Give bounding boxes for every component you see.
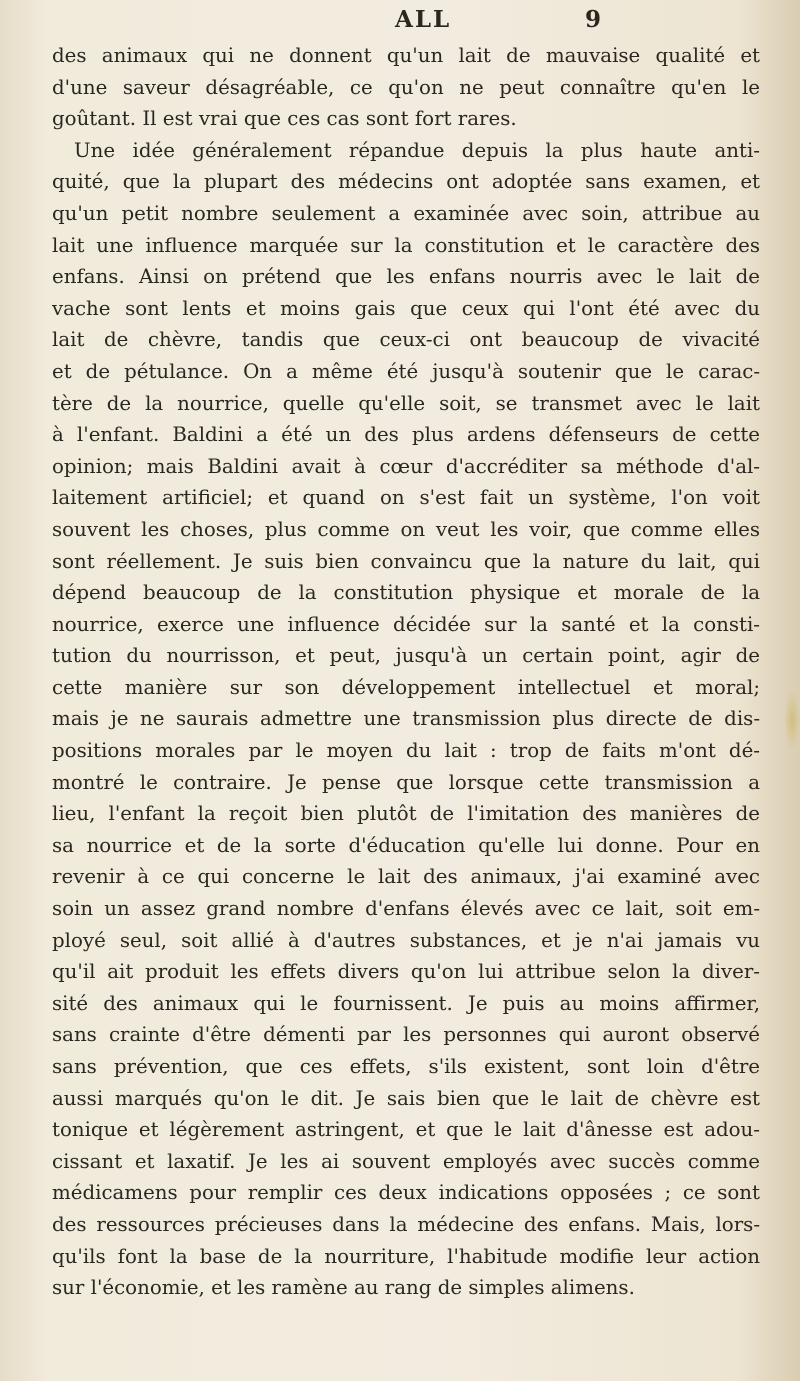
text-line: opinion; mais Baldini avait à cœur d'accréditer sa méthode d'al- [52, 454, 760, 478]
body-text [52, 40, 760, 1304]
text-line: tution du nourrisson, et peut, jusqu'à un certain point, agir de [52, 644, 760, 668]
text-line: aussi marqués qu'on le dit. Je sais bien que le lait de chèvre est [52, 1086, 760, 1110]
text-line: quité, que la plupart des médecins ont adoptée sans examen, et [52, 170, 760, 194]
text-line: cette manière sur son développement intellectuel et moral; [52, 675, 760, 699]
text-line: ployé seul, soit allié à d'autres substances, et je n'ai jamais vu [52, 928, 760, 952]
text-line: Une idée généralement répandue depuis la plus haute anti- [74, 138, 760, 162]
text-line: mais je ne saurais admettre une transmission plus directe de dis- [52, 707, 760, 731]
text-line: montré le contraire. Je pense que lorsque cette transmission a [52, 770, 760, 794]
text-line: à l'enfant. Baldini a été un des plus ardens défenseurs de cette [52, 423, 760, 447]
text-line: tère de la nourrice, quelle qu'elle soit, se transmet avec le lait [52, 391, 760, 415]
text-line: positions morales par le moyen du lait : trop de faits m'ont dé- [52, 739, 760, 763]
text-line: sans prévention, que ces effets, s'ils existent, sont loin d'être [52, 1055, 760, 1078]
text-line: revenir à ce qui concerne le lait des animaux, j'ai examiné avec [52, 865, 760, 889]
text-line: qu'ils font la base de la nourriture, l'habitude modifie leur action [52, 1244, 760, 1268]
text-line: qu'un petit nombre seulement a examinée avec soin, attribue au [52, 201, 760, 225]
text-line: sont réellement. Je suis bien convaincu que la nature du lait, qui [52, 549, 760, 573]
text-line: dépend beaucoup de la constitution physique et morale de la [52, 581, 760, 605]
text-line: des animaux qui ne donnent qu'un lait de mauvaise qualité et [52, 44, 760, 67]
text-line: sur l'économie, et les ramène au rang de simples alimens. [52, 1276, 635, 1300]
running-head [0, 6, 800, 36]
text-line: vache sont lents et moins gais que ceux qui l'ont été avec du [52, 296, 760, 320]
text-line: enfans. Ainsi on prétend que les enfans nourris avec le lait de [52, 265, 760, 289]
text-line: des ressources précieuses dans la médecine des enfans. Mais, lors- [52, 1212, 760, 1236]
text-line: tonique et légèrement astringent, et que le lait d'ânesse est adou- [52, 1118, 760, 1142]
page-number: 9 [585, 6, 602, 33]
text-line: sa nourrice et de la sorte d'éducation qu'elle lui donne. Pour en [52, 833, 760, 857]
text-line: d'une saveur désagréable, ce qu'on ne peut connaître qu'en le [52, 75, 760, 99]
text-line: lieu, l'enfant la reçoit bien plutôt de l'imitation des manières de [52, 802, 760, 826]
text-line: et de pétulance. On a même été jusqu'à soutenir que le carac- [52, 359, 760, 383]
text-line: goûtant. Il est vrai que ces cas sont fort rares. [52, 107, 517, 131]
text-line: lait de chèvre, tandis que ceux-ci ont beaucoup de vivacité [52, 328, 760, 352]
running-title: ALL [395, 6, 452, 33]
text-line: lait une influence marquée sur la constitution et le caractère des [52, 233, 760, 257]
text-line: laitement artificiel; et quand on s'est fait un système, l'on voit [52, 486, 760, 510]
text-line: nourrice, exerce une influence décidée sur la santé et la consti- [52, 612, 760, 636]
text-line: sité des animaux qui le fournissent. Je puis au moins affirmer, [52, 991, 760, 1015]
text-line: soin un assez grand nombre d'enfans élevés avec ce lait, soit em- [52, 897, 760, 921]
text-line: médicamens pour remplir ces deux indications opposées ; ce sont [52, 1181, 760, 1205]
text-line: sans crainte d'être démenti par les personnes qui auront observé [52, 1023, 760, 1047]
text-line: cissant et laxatif. Je les ai souvent employés avec succès comme [52, 1149, 760, 1173]
text-line: qu'il ait produit les effets divers qu'on lui attribue selon la diver- [52, 960, 760, 984]
paper-stain [784, 690, 800, 750]
text-line: souvent les choses, plus comme on veut les voir, que comme elles [52, 517, 760, 541]
